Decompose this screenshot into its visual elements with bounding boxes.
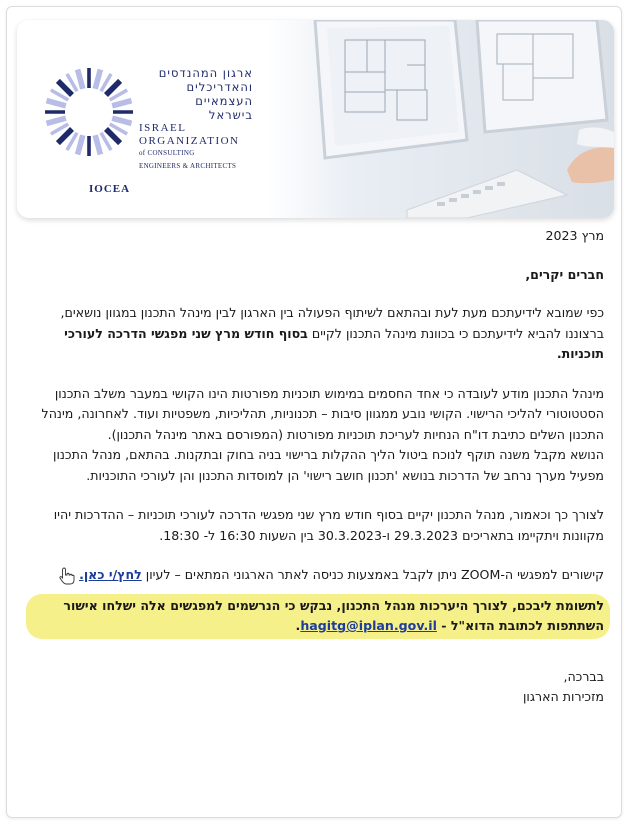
- sunburst-logo-icon: [43, 66, 143, 166]
- rsvp-notice-highlight: לתשומת ליבכם, לצורך היערכות מנהל התכנון, נבקש כי הנרשמים למפגשים אלה ישלחו אישור השתתפות לכתובת הדוא"ל - hagitg@iplan.gov.il.: [26, 594, 610, 639]
- logo-ray: [95, 70, 100, 89]
- paragraph-schedule: לצורך כך וכאמור, מנהל התכנון יקיים בסוף חודש מרץ שני מפגשי הדרכה לעורכי תוכניות – ההדרכות יהיו מקוונות ויתקיימו בתאריכים 29.3.2023 ו-30.3.2023 בין השעות 16:30 ל- 18:30.: [53, 507, 604, 543]
- org-name-hebrew: ארגון המהנדסים והאדריכלים העצמאיים בישראל: [158, 66, 253, 122]
- logo-ray: [106, 129, 120, 143]
- monitor-shape: [315, 20, 467, 158]
- click-here-link[interactable]: לחץ/י כאן.: [79, 567, 142, 582]
- paragraph-intro: כפי שמובא לידיעתכם מעת לעת ובהתאם לשיתוף הפעולה בין הארגון לבין מינהל התכנון במגוון נושאים, ברצוננו להביא לידיעתכם כי בכוונת מינהל התכנון לקיים בסוף חודש מרץ שני מפגשי הדרכה לעורכי תוכניות.: [60, 305, 604, 361]
- org-name-english: ISRAEL ORGANIZATION of CONSULTING ENGINEERS & ARCHITECTS: [139, 122, 240, 170]
- logo-acronym: IOCEA: [89, 183, 131, 195]
- office-photo-image: [267, 20, 614, 218]
- logo-ray: [106, 81, 120, 95]
- paragraph-zoom-links: קישורים למפגשי ה-ZOOM ניתן לקבל באמצעות כניסה לאתר הארגוני המתאים – לעיון לחץ/י כאן.: [32, 565, 604, 586]
- pointing-hand-icon: [59, 567, 75, 585]
- signature: מזכירות הארגון: [522, 689, 604, 704]
- monitor-shape: [477, 20, 607, 132]
- closing: בברכה,: [563, 668, 604, 684]
- logo-ray: [58, 81, 72, 95]
- paragraph-background: מינהל התכנון מודע לעובדה כי אחד החסמים במימוש תוכניות מפורטות הינו הקושי במעבר משלב התכנון הסטטוטורי להליכי הרישוי. הקושי נובע ממגוון סיבות – תכנוניות, תהליכיות, משפטיות ועוד. לאחרונה, מינהל התכנון השלים כתיבת דו"ח הנחיות לעריכת תוכניות מפורטות (המפורסם באתר מינהל התכנון).: [41, 385, 604, 442]
- email-link[interactable]: hagitg@iplan.gov.il: [300, 618, 437, 633]
- logo-ray: [78, 70, 83, 89]
- logo-ray: [78, 135, 83, 154]
- logo-ray: [112, 118, 131, 123]
- paragraph-intro-bold: בסוף חודש מרץ שני מפגשי הדרכה לעורכי תוכניות.: [64, 325, 604, 361]
- logo-ray: [47, 118, 66, 123]
- organization-logo: [43, 66, 253, 206]
- letter-body: [32, 226, 604, 708]
- greeting: חברים יקרים,: [525, 266, 604, 282]
- logo-ray: [47, 101, 66, 106]
- logo-ray: [95, 135, 100, 154]
- header-banner: [17, 20, 614, 218]
- paragraph-regulation: הנושא מקבל משנה תוקף לנוכח ביטול הליך ההקלות ברישוי בניה בחוק ובתקנות. בהתאם, מנהל התכנון מפעיל מערך נרחב של הדרכות בנושא 'תכנון חושב רישוי' הן למוסדות התכנון והן לעורכי התוכניות.: [53, 447, 604, 483]
- logo-ray: [112, 101, 131, 106]
- letter-date: מרץ 2023: [545, 228, 604, 243]
- logo-ray: [58, 129, 72, 143]
